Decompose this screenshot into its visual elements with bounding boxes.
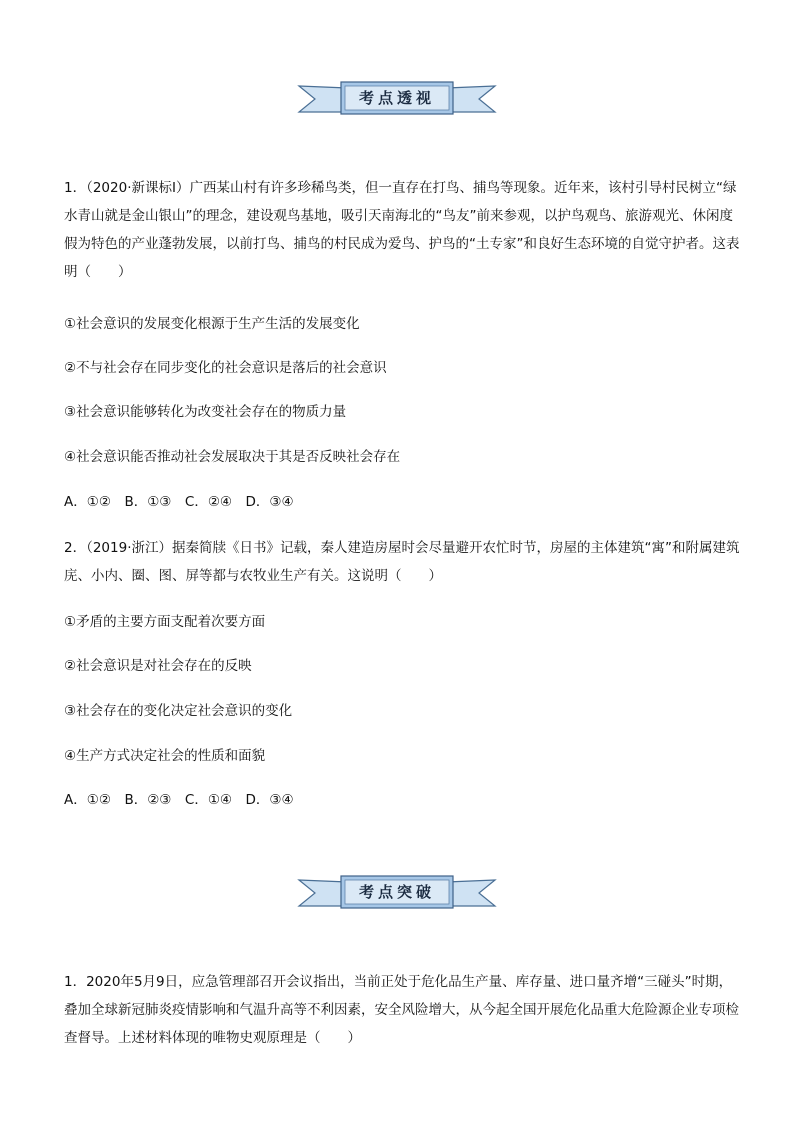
question-1-option-2: ②不与社会存在同步变化的社会意识是落后的社会意识 [64, 360, 387, 376]
section-banner-kaodian-tupo [297, 870, 497, 914]
banner-title: 考点突破 [358, 883, 435, 901]
question-1-option-3: ③社会意识能够转化为改变社会存在的物质力量 [64, 404, 347, 420]
question-1-option-4: ④社会意识能否推动社会发展取决于其是否反映社会存在 [64, 449, 401, 465]
section-banner-kaodian-toushi [297, 76, 497, 120]
question-2-option-3: ③社会存在的变化决定社会意识的变化 [64, 703, 293, 719]
question-2-stem: 2．（2019·浙江）据秦简牍《日书》记载，秦人建造房屋时会尽量避开农忙时节，房屋的主体建筑“寓”和附属建筑庑、小内、圈、图、屏等都与农牧业生产有关。这说明（ ） [64, 540, 740, 584]
banner-title: 考点透视 [358, 89, 435, 107]
question-2-option-1: ①矛盾的主要方面支配着次要方面 [64, 614, 266, 630]
question-1-choices: A．①② B．①③ C．②④ D．③④ [64, 494, 294, 510]
question-2-option-2: ②社会意识是对社会存在的反映 [64, 658, 252, 674]
question-2-option-4: ④生产方式决定社会的性质和面貌 [64, 748, 266, 764]
question-1-stem: 1．（2020·新课标Ⅰ）广西某山村有许多珍稀鸟类，但一直存在打鸟、捕鸟等现象。近年来，该村引导村民树立“绿水青山就是金山银山”的理念，建设观鸟基地，吸引天南海北的“鸟友”前来参观，以护鸟观鸟、旅游观光、休闲度假为特色的产业蓬勃发展，以前打鸟、捕鸟的村民成为爱鸟、护鸟的“土专家”和良好生态环境的自觉守护者。这表明（ ） [64, 180, 740, 280]
question-1-option-1: ①社会意识的发展变化根源于生产生活的发展变化 [64, 316, 360, 332]
question-2-choices: A．①② B．②③ C．①④ D．③④ [64, 792, 294, 808]
section-2-question-1-stem: 1．2020年5月9日，应急管理部召开会议指出，当前正处于危化品生产量、库存量、进口量齐增“三碰头”时期，叠加全球新冠肺炎疫情影响和气温升高等不利因素，安全风险增大，从今起全国开展危化品重大危险源企业专项检查督导。上述材料体现的唯物史观原理是（ ） [64, 974, 739, 1046]
